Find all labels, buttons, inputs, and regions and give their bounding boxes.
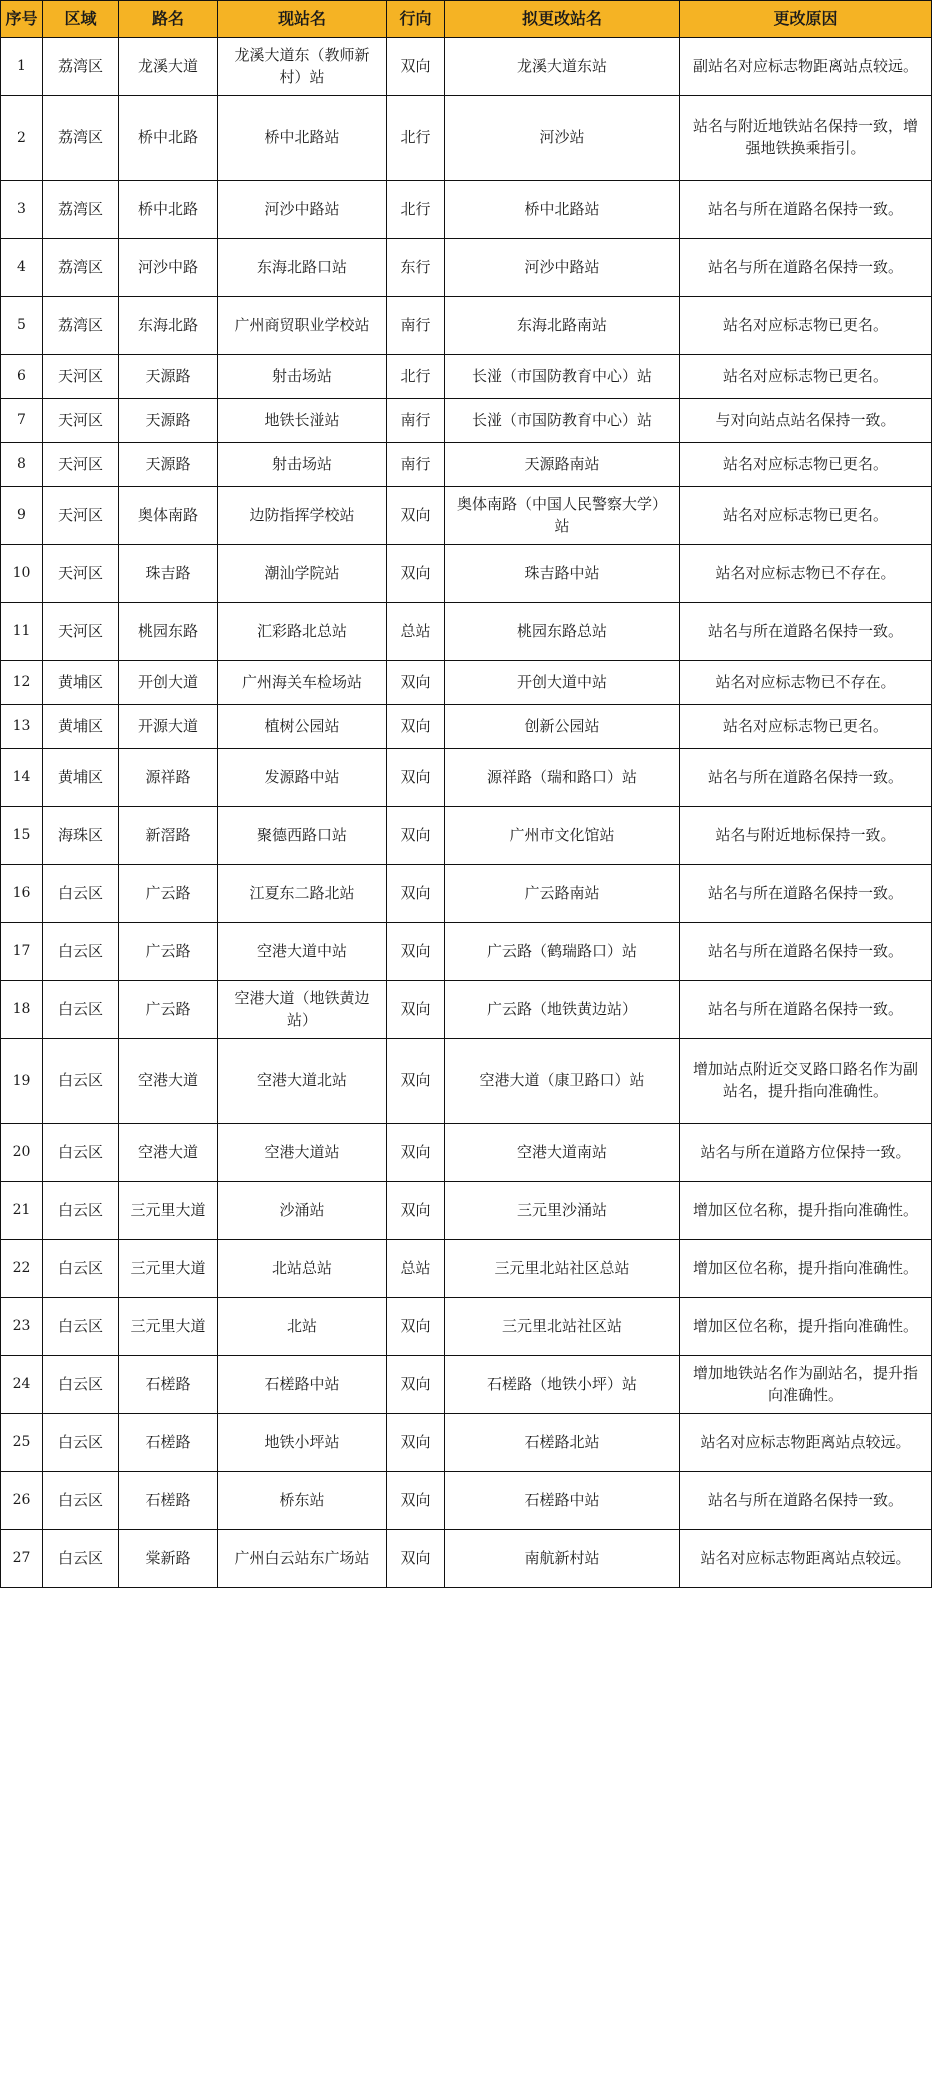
cell-reason: 增加区位名称，提升指向准确性。 bbox=[680, 1298, 932, 1356]
cell-proposed-name: 开创大道中站 bbox=[445, 661, 680, 705]
table-row bbox=[1, 923, 932, 981]
cell-district: 天河区 bbox=[43, 355, 119, 399]
cell-current-name: 植树公园站 bbox=[218, 705, 387, 749]
cell-direction: 北行 bbox=[387, 181, 445, 239]
cell-current-name: 沙涌站 bbox=[218, 1182, 387, 1240]
cell-proposed-name: 空港大道（康卫路口）站 bbox=[445, 1039, 680, 1124]
table-row bbox=[1, 749, 932, 807]
cell-seq: 12 bbox=[1, 661, 43, 705]
cell-seq: 16 bbox=[1, 865, 43, 923]
table-row bbox=[1, 807, 932, 865]
cell-direction: 双向 bbox=[387, 1414, 445, 1472]
cell-current-name: 桥中北路站 bbox=[218, 96, 387, 181]
cell-proposed-name: 桥中北路站 bbox=[445, 181, 680, 239]
cell-seq: 3 bbox=[1, 181, 43, 239]
cell-seq: 6 bbox=[1, 355, 43, 399]
cell-reason: 副站名对应标志物距离站点较远。 bbox=[680, 38, 932, 96]
cell-road: 空港大道 bbox=[119, 1039, 218, 1124]
cell-current-name: 聚德西路口站 bbox=[218, 807, 387, 865]
table-row bbox=[1, 1182, 932, 1240]
cell-seq: 8 bbox=[1, 443, 43, 487]
cell-proposed-name: 天源路南站 bbox=[445, 443, 680, 487]
header-current-name: 现站名 bbox=[218, 1, 387, 38]
cell-reason: 站名与所在道路名保持一致。 bbox=[680, 749, 932, 807]
cell-seq: 26 bbox=[1, 1472, 43, 1530]
table-row bbox=[1, 1414, 932, 1472]
cell-seq: 7 bbox=[1, 399, 43, 443]
cell-proposed-name: 广云路南站 bbox=[445, 865, 680, 923]
table-row bbox=[1, 239, 932, 297]
cell-road: 空港大道 bbox=[119, 1124, 218, 1182]
header-proposed-name: 拟更改站名 bbox=[445, 1, 680, 38]
cell-district: 荔湾区 bbox=[43, 297, 119, 355]
cell-reason: 站名与所在道路方位保持一致。 bbox=[680, 1124, 932, 1182]
cell-seq: 11 bbox=[1, 603, 43, 661]
cell-direction: 北行 bbox=[387, 96, 445, 181]
cell-road: 天源路 bbox=[119, 443, 218, 487]
cell-reason: 站名对应标志物已不存在。 bbox=[680, 661, 932, 705]
cell-direction: 双向 bbox=[387, 1472, 445, 1530]
table-row bbox=[1, 96, 932, 181]
cell-current-name: 地铁小坪站 bbox=[218, 1414, 387, 1472]
cell-current-name: 空港大道北站 bbox=[218, 1039, 387, 1124]
cell-road: 龙溪大道 bbox=[119, 38, 218, 96]
cell-current-name: 北站总站 bbox=[218, 1240, 387, 1298]
cell-district: 荔湾区 bbox=[43, 38, 119, 96]
cell-reason: 站名与所在道路名保持一致。 bbox=[680, 981, 932, 1039]
cell-seq: 4 bbox=[1, 239, 43, 297]
cell-current-name: 河沙中路站 bbox=[218, 181, 387, 239]
cell-district: 白云区 bbox=[43, 1356, 119, 1414]
cell-direction: 双向 bbox=[387, 1182, 445, 1240]
cell-current-name: 地铁长湴站 bbox=[218, 399, 387, 443]
cell-road: 桥中北路 bbox=[119, 181, 218, 239]
cell-direction: 东行 bbox=[387, 239, 445, 297]
cell-seq: 2 bbox=[1, 96, 43, 181]
table-row bbox=[1, 1298, 932, 1356]
cell-road: 广云路 bbox=[119, 923, 218, 981]
header-direction: 行向 bbox=[387, 1, 445, 38]
header-district: 区域 bbox=[43, 1, 119, 38]
header-row bbox=[1, 1, 932, 38]
cell-current-name: 射击场站 bbox=[218, 355, 387, 399]
cell-reason: 站名对应标志物已更名。 bbox=[680, 705, 932, 749]
cell-seq: 19 bbox=[1, 1039, 43, 1124]
cell-road: 珠吉路 bbox=[119, 545, 218, 603]
table-row bbox=[1, 1530, 932, 1588]
cell-current-name: 东海北路口站 bbox=[218, 239, 387, 297]
cell-road: 开源大道 bbox=[119, 705, 218, 749]
cell-proposed-name: 创新公园站 bbox=[445, 705, 680, 749]
cell-road: 桥中北路 bbox=[119, 96, 218, 181]
cell-reason: 增加区位名称，提升指向准确性。 bbox=[680, 1182, 932, 1240]
cell-direction: 双向 bbox=[387, 1039, 445, 1124]
cell-direction: 南行 bbox=[387, 399, 445, 443]
cell-direction: 双向 bbox=[387, 865, 445, 923]
cell-proposed-name: 三元里北站社区总站 bbox=[445, 1240, 680, 1298]
header-seq: 序号 bbox=[1, 1, 43, 38]
cell-reason: 站名对应标志物已不存在。 bbox=[680, 545, 932, 603]
cell-proposed-name: 河沙中路站 bbox=[445, 239, 680, 297]
header-road: 路名 bbox=[119, 1, 218, 38]
table-row bbox=[1, 1472, 932, 1530]
cell-direction: 双向 bbox=[387, 545, 445, 603]
cell-district: 白云区 bbox=[43, 1530, 119, 1588]
cell-road: 源祥路 bbox=[119, 749, 218, 807]
cell-road: 广云路 bbox=[119, 865, 218, 923]
cell-reason: 站名与所在道路名保持一致。 bbox=[680, 181, 932, 239]
cell-road: 东海北路 bbox=[119, 297, 218, 355]
cell-road: 石槎路 bbox=[119, 1414, 218, 1472]
table-row bbox=[1, 487, 932, 545]
cell-reason: 站名对应标志物距离站点较远。 bbox=[680, 1530, 932, 1588]
table-row bbox=[1, 661, 932, 705]
cell-proposed-name: 石槎路（地铁小坪）站 bbox=[445, 1356, 680, 1414]
table-row bbox=[1, 38, 932, 96]
cell-reason: 站名对应标志物已更名。 bbox=[680, 355, 932, 399]
cell-direction: 双向 bbox=[387, 38, 445, 96]
cell-seq: 17 bbox=[1, 923, 43, 981]
cell-current-name: 空港大道（地铁黄边站） bbox=[218, 981, 387, 1039]
cell-current-name: 边防指挥学校站 bbox=[218, 487, 387, 545]
cell-road: 天源路 bbox=[119, 399, 218, 443]
cell-reason: 增加区位名称，提升指向准确性。 bbox=[680, 1240, 932, 1298]
table-row bbox=[1, 603, 932, 661]
cell-proposed-name: 长湴（市国防教育中心）站 bbox=[445, 399, 680, 443]
cell-reason: 站名与附近地标保持一致。 bbox=[680, 807, 932, 865]
cell-reason: 站名与附近地铁站名保持一致，增强地铁换乘指引。 bbox=[680, 96, 932, 181]
cell-seq: 24 bbox=[1, 1356, 43, 1414]
cell-direction: 总站 bbox=[387, 603, 445, 661]
cell-proposed-name: 广云路（鹤瑞路口）站 bbox=[445, 923, 680, 981]
cell-direction: 双向 bbox=[387, 981, 445, 1039]
cell-seq: 10 bbox=[1, 545, 43, 603]
table-header bbox=[1, 1, 932, 38]
cell-district: 白云区 bbox=[43, 1298, 119, 1356]
cell-seq: 21 bbox=[1, 1182, 43, 1240]
table-row bbox=[1, 443, 932, 487]
table-row bbox=[1, 545, 932, 603]
cell-proposed-name: 三元里沙涌站 bbox=[445, 1182, 680, 1240]
header-reason: 更改原因 bbox=[680, 1, 932, 38]
cell-district: 天河区 bbox=[43, 443, 119, 487]
cell-district: 黄埔区 bbox=[43, 705, 119, 749]
cell-road: 石槎路 bbox=[119, 1356, 218, 1414]
cell-road: 新滘路 bbox=[119, 807, 218, 865]
cell-road: 天源路 bbox=[119, 355, 218, 399]
cell-reason: 站名与所在道路名保持一致。 bbox=[680, 923, 932, 981]
cell-district: 荔湾区 bbox=[43, 96, 119, 181]
cell-current-name: 江夏东二路北站 bbox=[218, 865, 387, 923]
cell-proposed-name: 空港大道南站 bbox=[445, 1124, 680, 1182]
cell-proposed-name: 广州市文化馆站 bbox=[445, 807, 680, 865]
cell-direction: 双向 bbox=[387, 807, 445, 865]
cell-current-name: 空港大道站 bbox=[218, 1124, 387, 1182]
cell-proposed-name: 广云路（地铁黄边站） bbox=[445, 981, 680, 1039]
cell-district: 荔湾区 bbox=[43, 239, 119, 297]
table-row bbox=[1, 865, 932, 923]
cell-district: 白云区 bbox=[43, 1472, 119, 1530]
cell-district: 黄埔区 bbox=[43, 749, 119, 807]
cell-current-name: 广州白云站东广场站 bbox=[218, 1530, 387, 1588]
cell-seq: 20 bbox=[1, 1124, 43, 1182]
cell-reason: 站名与所在道路名保持一致。 bbox=[680, 239, 932, 297]
cell-reason: 站名对应标志物已更名。 bbox=[680, 443, 932, 487]
cell-current-name: 汇彩路北总站 bbox=[218, 603, 387, 661]
table-row bbox=[1, 705, 932, 749]
cell-road: 石槎路 bbox=[119, 1472, 218, 1530]
cell-district: 白云区 bbox=[43, 923, 119, 981]
cell-district: 黄埔区 bbox=[43, 661, 119, 705]
cell-seq: 23 bbox=[1, 1298, 43, 1356]
cell-direction: 南行 bbox=[387, 443, 445, 487]
cell-direction: 双向 bbox=[387, 1124, 445, 1182]
cell-district: 天河区 bbox=[43, 545, 119, 603]
cell-current-name: 龙溪大道东（教师新村）站 bbox=[218, 38, 387, 96]
cell-direction: 双向 bbox=[387, 923, 445, 981]
cell-road: 棠新路 bbox=[119, 1530, 218, 1588]
cell-reason: 增加站点附近交叉路口路名作为副站名，提升指向准确性。 bbox=[680, 1039, 932, 1124]
cell-proposed-name: 东海北路南站 bbox=[445, 297, 680, 355]
table-row bbox=[1, 399, 932, 443]
cell-district: 天河区 bbox=[43, 603, 119, 661]
cell-direction: 南行 bbox=[387, 297, 445, 355]
cell-reason: 站名对应标志物距离站点较远。 bbox=[680, 1414, 932, 1472]
cell-road: 河沙中路 bbox=[119, 239, 218, 297]
cell-proposed-name: 源祥路（瑞和路口）站 bbox=[445, 749, 680, 807]
cell-district: 白云区 bbox=[43, 1182, 119, 1240]
cell-proposed-name: 石槎路北站 bbox=[445, 1414, 680, 1472]
cell-direction: 双向 bbox=[387, 749, 445, 807]
cell-road: 三元里大道 bbox=[119, 1240, 218, 1298]
cell-current-name: 发源路中站 bbox=[218, 749, 387, 807]
cell-proposed-name: 石槎路中站 bbox=[445, 1472, 680, 1530]
cell-current-name: 石槎路中站 bbox=[218, 1356, 387, 1414]
cell-proposed-name: 珠吉路中站 bbox=[445, 545, 680, 603]
cell-current-name: 北站 bbox=[218, 1298, 387, 1356]
cell-reason: 与对向站点站名保持一致。 bbox=[680, 399, 932, 443]
cell-seq: 22 bbox=[1, 1240, 43, 1298]
cell-road: 桃园东路 bbox=[119, 603, 218, 661]
cell-seq: 15 bbox=[1, 807, 43, 865]
cell-proposed-name: 桃园东路总站 bbox=[445, 603, 680, 661]
table-row bbox=[1, 1039, 932, 1124]
cell-road: 开创大道 bbox=[119, 661, 218, 705]
table-row bbox=[1, 181, 932, 239]
cell-district: 天河区 bbox=[43, 399, 119, 443]
table-body bbox=[1, 38, 932, 1588]
cell-seq: 9 bbox=[1, 487, 43, 545]
cell-road: 广云路 bbox=[119, 981, 218, 1039]
cell-reason: 站名对应标志物已更名。 bbox=[680, 297, 932, 355]
cell-proposed-name: 南航新村站 bbox=[445, 1530, 680, 1588]
cell-seq: 27 bbox=[1, 1530, 43, 1588]
cell-road: 三元里大道 bbox=[119, 1182, 218, 1240]
cell-current-name: 空港大道中站 bbox=[218, 923, 387, 981]
cell-direction: 双向 bbox=[387, 1356, 445, 1414]
table-row bbox=[1, 981, 932, 1039]
cell-district: 天河区 bbox=[43, 487, 119, 545]
cell-district: 荔湾区 bbox=[43, 181, 119, 239]
cell-district: 白云区 bbox=[43, 1039, 119, 1124]
cell-reason: 站名对应标志物已更名。 bbox=[680, 487, 932, 545]
cell-current-name: 广州海关车检场站 bbox=[218, 661, 387, 705]
cell-reason: 站名与所在道路名保持一致。 bbox=[680, 865, 932, 923]
cell-district: 白云区 bbox=[43, 1124, 119, 1182]
cell-district: 白云区 bbox=[43, 1240, 119, 1298]
cell-current-name: 射击场站 bbox=[218, 443, 387, 487]
cell-direction: 双向 bbox=[387, 661, 445, 705]
cell-proposed-name: 长湴（市国防教育中心）站 bbox=[445, 355, 680, 399]
cell-seq: 13 bbox=[1, 705, 43, 749]
cell-direction: 双向 bbox=[387, 705, 445, 749]
cell-proposed-name: 奥体南路（中国人民警察大学）站 bbox=[445, 487, 680, 545]
cell-seq: 25 bbox=[1, 1414, 43, 1472]
cell-seq: 18 bbox=[1, 981, 43, 1039]
cell-direction: 北行 bbox=[387, 355, 445, 399]
cell-direction: 总站 bbox=[387, 1240, 445, 1298]
cell-direction: 双向 bbox=[387, 1530, 445, 1588]
table-row bbox=[1, 1240, 932, 1298]
cell-seq: 1 bbox=[1, 38, 43, 96]
cell-proposed-name: 河沙站 bbox=[445, 96, 680, 181]
cell-road: 奥体南路 bbox=[119, 487, 218, 545]
cell-seq: 14 bbox=[1, 749, 43, 807]
cell-current-name: 广州商贸职业学校站 bbox=[218, 297, 387, 355]
cell-district: 白云区 bbox=[43, 981, 119, 1039]
cell-proposed-name: 龙溪大道东站 bbox=[445, 38, 680, 96]
cell-proposed-name: 三元里北站社区站 bbox=[445, 1298, 680, 1356]
cell-district: 白云区 bbox=[43, 865, 119, 923]
cell-reason: 站名与所在道路名保持一致。 bbox=[680, 603, 932, 661]
table-row bbox=[1, 355, 932, 399]
table-row bbox=[1, 297, 932, 355]
cell-road: 三元里大道 bbox=[119, 1298, 218, 1356]
cell-seq: 5 bbox=[1, 297, 43, 355]
cell-district: 海珠区 bbox=[43, 807, 119, 865]
cell-current-name: 桥东站 bbox=[218, 1472, 387, 1530]
cell-current-name: 潮汕学院站 bbox=[218, 545, 387, 603]
cell-reason: 站名与所在道路名保持一致。 bbox=[680, 1472, 932, 1530]
table-row bbox=[1, 1356, 932, 1414]
cell-direction: 双向 bbox=[387, 487, 445, 545]
cell-district: 白云区 bbox=[43, 1414, 119, 1472]
cell-direction: 双向 bbox=[387, 1298, 445, 1356]
table-row bbox=[1, 1124, 932, 1182]
cell-reason: 增加地铁站名作为副站名，提升指向准确性。 bbox=[680, 1356, 932, 1414]
